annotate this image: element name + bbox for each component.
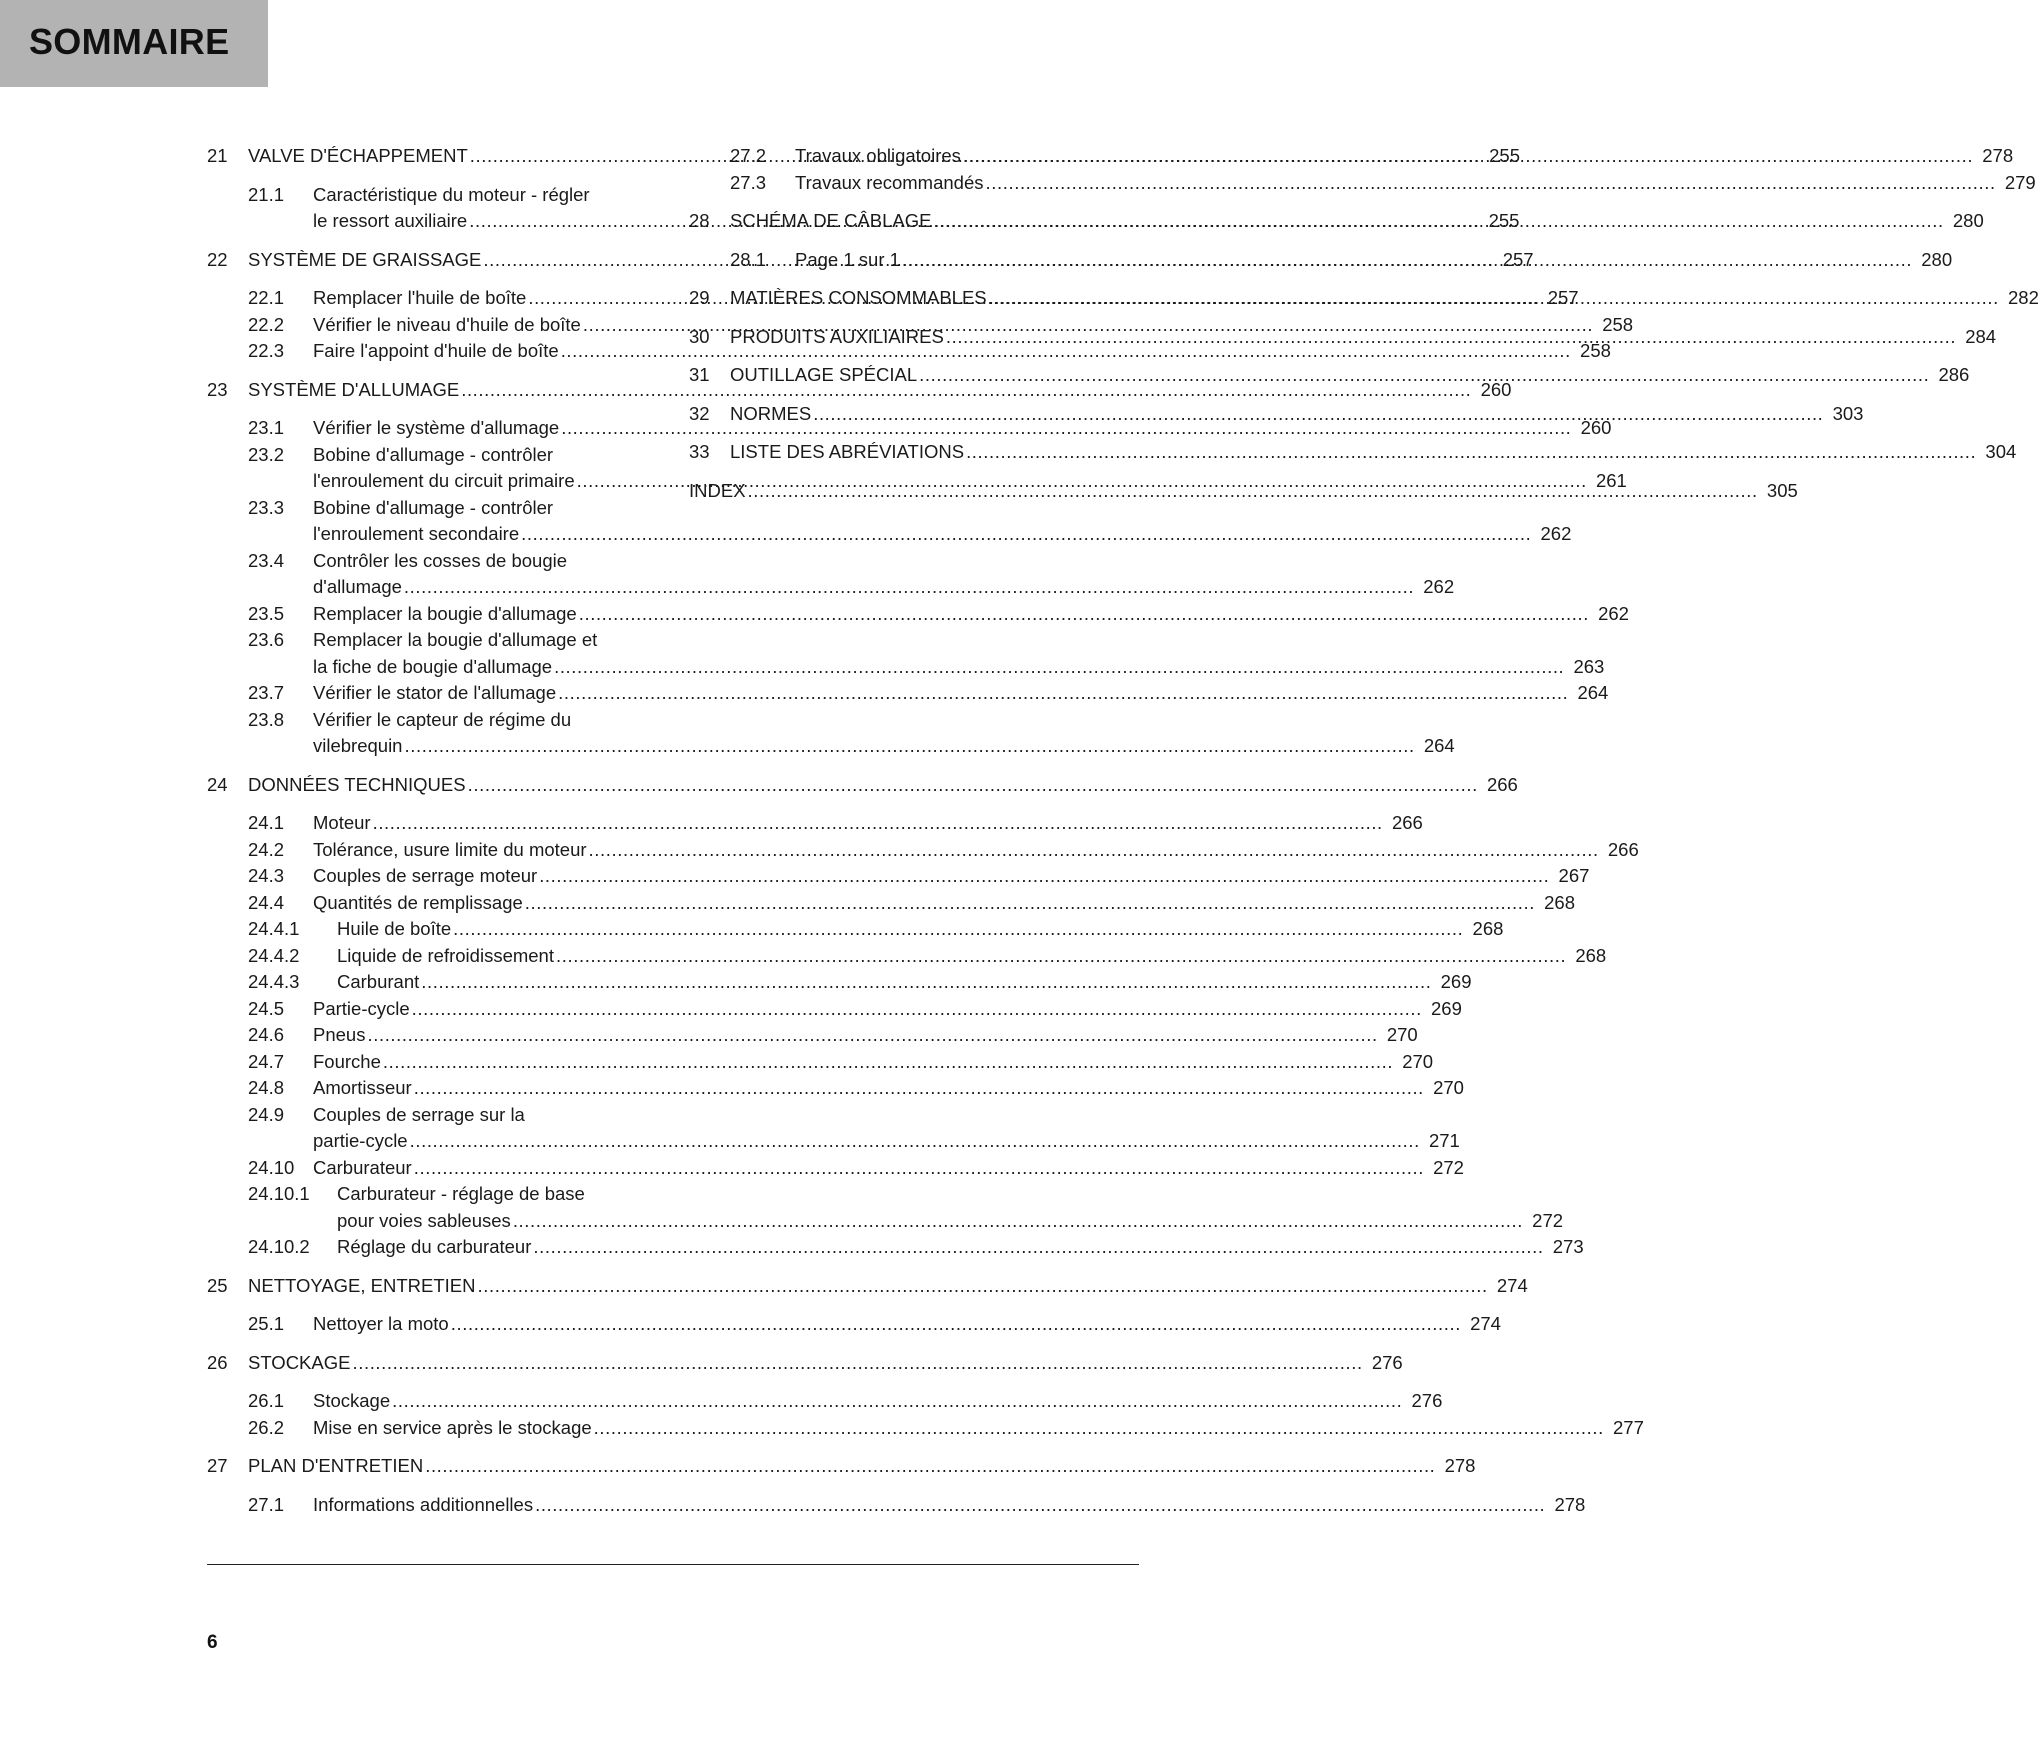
- toc-section[interactable]: [207, 1155, 1464, 1182]
- toc-section[interactable]: [207, 1181, 1564, 1234]
- toc-number: 23.3: [248, 496, 285, 518]
- toc-number: 32: [689, 402, 710, 424]
- toc-section[interactable]: [207, 996, 1462, 1023]
- toc-number: 23.8: [248, 708, 285, 730]
- toc-title: vilebrequin: [313, 735, 403, 756]
- toc-number: 22.3: [248, 340, 285, 361]
- dot-leader: [367, 1022, 1377, 1049]
- toc-page-number: 284: [1965, 325, 1997, 347]
- toc-section[interactable]: [207, 810, 1423, 837]
- toc-page-number: 269: [1440, 971, 1472, 992]
- dot-leader: [556, 943, 1566, 970]
- toc-page-number: 277: [1613, 1416, 1644, 1438]
- toc-page-number: 268: [1544, 891, 1576, 913]
- toc-section[interactable]: [207, 1075, 1464, 1102]
- dot-leader: [989, 285, 1999, 312]
- toc-number: 23.2: [248, 443, 285, 465]
- dot-leader: [373, 810, 1383, 837]
- toc-page-number: 258: [1580, 340, 1611, 361]
- dot-leader: [525, 890, 1535, 917]
- toc-page-number: 266: [1391, 812, 1423, 833]
- toc-section[interactable]: [207, 1022, 1418, 1049]
- toc-title: Informations additionnelles: [313, 1493, 534, 1515]
- toc-section[interactable]: [207, 890, 1576, 917]
- toc-number: 21: [207, 145, 228, 166]
- toc-page-number: 304: [1985, 441, 2017, 462]
- toc-title: d'allumage: [313, 576, 402, 597]
- dot-leader: [453, 916, 1463, 943]
- toc-page-number: 276: [1371, 1351, 1403, 1373]
- toc-page-number: 264: [1577, 682, 1609, 703]
- toc-title: MATIÈRES CONSOMMABLES: [730, 287, 987, 308]
- toc-title: LISTE DES ABRÉVIATIONS: [730, 441, 965, 462]
- toc-title: Carburateur: [313, 1156, 412, 1178]
- toc-number: 24.6: [248, 1024, 285, 1045]
- toc-chapter[interactable]: [207, 772, 1518, 799]
- toc-title: Partie-cycle: [313, 997, 410, 1019]
- toc-number: 22.1: [248, 287, 285, 308]
- toc-section[interactable]: [207, 1388, 1443, 1415]
- dot-leader: [748, 478, 1758, 505]
- toc-section[interactable]: [207, 1049, 1434, 1076]
- dot-leader: [410, 1128, 1420, 1155]
- dot-leader: [963, 143, 1973, 170]
- toc-number: 23.1: [248, 417, 285, 438]
- toc-page-number: 286: [1938, 364, 1970, 385]
- toc-number: 24.5: [248, 997, 285, 1019]
- toc-section[interactable]: [207, 837, 1639, 864]
- toc-title: Amortisseur: [313, 1077, 412, 1098]
- toc-section[interactable]: [689, 170, 2036, 197]
- toc-title: SCHÉMA DE CÂBLAGE: [730, 210, 932, 231]
- toc-number: 24.10.2: [248, 1236, 310, 1257]
- toc-page-number: 282: [2008, 287, 2039, 308]
- toc-page-number: 264: [1423, 735, 1455, 756]
- toc-title: le ressort auxiliaire: [313, 210, 468, 231]
- dot-leader: [533, 1234, 1543, 1261]
- toc-title: Contrôler les cosses de bougie: [313, 549, 568, 571]
- toc-title: Carburateur - réglage de base: [337, 1183, 585, 1204]
- toc-number: 27.2: [730, 145, 767, 166]
- toc-title: Couples de serrage moteur: [313, 865, 538, 886]
- toc-title: Liquide de refroidissement: [337, 944, 554, 966]
- toc-section[interactable]: [207, 1492, 1586, 1519]
- toc-page-number: 270: [1433, 1077, 1464, 1098]
- toc-title: SYSTÈME D'ALLUMAGE: [248, 378, 460, 400]
- toc-section[interactable]: [207, 495, 1572, 548]
- toc-page-number: 270: [1402, 1050, 1434, 1072]
- toc-number: 30: [689, 325, 710, 347]
- toc-section[interactable]: [207, 338, 1611, 365]
- toc-number: 24.3: [248, 865, 285, 886]
- toc-title: Vérifier le stator de l'allumage: [313, 682, 557, 703]
- dot-leader: [521, 521, 1531, 548]
- toc-title: NETTOYAGE, ENTRETIEN: [248, 1274, 476, 1296]
- toc-page-number: 280: [1921, 248, 1953, 270]
- toc-page-number: 260: [1580, 417, 1612, 438]
- dot-leader: [919, 362, 1929, 389]
- toc-page-number: 278: [1444, 1455, 1476, 1476]
- toc-section[interactable]: [207, 415, 1612, 442]
- dot-leader: [539, 863, 1549, 890]
- toc-number: 31: [689, 364, 710, 385]
- toc-number: 28: [689, 210, 710, 231]
- toc-title: Mise en service après le stockage: [313, 1416, 592, 1438]
- toc-page-number: 274: [1470, 1313, 1501, 1334]
- toc-section[interactable]: [207, 707, 1455, 760]
- toc-number: 21.1: [248, 183, 285, 205]
- toc-page-number: 255: [1489, 145, 1520, 166]
- toc-number: 27.3: [730, 171, 767, 193]
- toc-title: Remplacer l'huile de boîte: [313, 287, 527, 308]
- toc-title: Bobine d'allumage - contrôler: [313, 496, 554, 518]
- dot-leader: [478, 1273, 1488, 1300]
- toc-title: Pneus: [313, 1024, 366, 1045]
- toc-title: STOCKAGE: [248, 1351, 351, 1373]
- dot-leader: [425, 1453, 1435, 1480]
- dot-leader: [451, 1311, 1461, 1338]
- toc-title: Remplacer la bougie d'allumage et: [313, 629, 598, 650]
- toc-number: 23.5: [248, 602, 285, 624]
- toc-page-number: 279: [2004, 171, 2036, 193]
- toc-title: Travaux recommandés: [795, 171, 984, 193]
- toc-page-number: 260: [1480, 378, 1512, 400]
- toc-number: 24.4: [248, 891, 285, 913]
- toc-title: Stockage: [313, 1390, 391, 1411]
- toc-title: VALVE D'ÉCHAPPEMENT: [248, 145, 468, 166]
- toc-page-number: 280: [1952, 210, 1984, 231]
- toc-page-number: 303: [1832, 402, 1864, 424]
- dot-leader: [986, 170, 1996, 197]
- dot-leader: [966, 439, 1976, 466]
- toc-title: OUTILLAGE SPÉCIAL: [730, 364, 918, 385]
- dot-leader: [468, 772, 1478, 799]
- toc-page-number: 269: [1431, 997, 1462, 1019]
- toc-title: Tolérance, usure limite du moteur: [313, 838, 587, 860]
- toc-page-number: 272: [1532, 1209, 1564, 1231]
- toc-chapter[interactable]: [207, 1273, 1528, 1300]
- toc-title: Carburant: [337, 971, 420, 992]
- toc-title: Travaux obligatoires: [795, 145, 961, 166]
- toc-section[interactable]: [207, 863, 1590, 890]
- dot-leader: [589, 837, 1599, 864]
- toc-title: Couples de serrage sur la: [313, 1103, 525, 1125]
- toc-title: SYSTÈME DE GRAISSAGE: [248, 248, 482, 270]
- toc-number: 24.9: [248, 1103, 285, 1125]
- toc-section[interactable]: [207, 969, 1472, 996]
- toc-number: 33: [689, 441, 710, 462]
- toc-title: Page 1 sur 1: [795, 248, 900, 270]
- toc-page-number: 268: [1575, 944, 1607, 966]
- dot-leader: [412, 996, 1422, 1023]
- toc-page-number: 257: [1547, 287, 1579, 308]
- toc-page-number: 278: [1982, 145, 2014, 166]
- dot-leader: [813, 401, 1823, 428]
- toc-number: 28.1: [730, 248, 767, 270]
- toc-title: NORMES: [730, 402, 812, 424]
- toc-number: 24.8: [248, 1077, 285, 1098]
- toc-title: la fiche de bougie d'allumage: [313, 655, 553, 677]
- toc-number: 24.10.1: [248, 1183, 310, 1204]
- dot-leader: [352, 1350, 1362, 1377]
- toc-chapter[interactable]: [207, 1350, 1403, 1377]
- toc-number: 24.4.1: [248, 918, 300, 939]
- toc-number: 27: [207, 1455, 228, 1476]
- toc-section[interactable]: [207, 680, 1609, 707]
- dot-leader: [535, 1492, 1545, 1519]
- toc-number: 22: [207, 248, 228, 270]
- toc-number: 24.10: [248, 1156, 295, 1178]
- dot-leader: [383, 1049, 1393, 1076]
- toc-page-number: 257: [1502, 248, 1534, 270]
- toc-page-number: 274: [1496, 1274, 1528, 1296]
- toc-page-number: 266: [1607, 838, 1639, 860]
- toc-title: l'enroulement secondaire: [313, 523, 520, 544]
- toc-number: 23.6: [248, 629, 285, 650]
- page-title: SOMMAIRE: [29, 21, 230, 62]
- toc-page-number: 276: [1411, 1390, 1443, 1411]
- toc-number: 22.2: [248, 313, 285, 335]
- toc-chapter[interactable]: [689, 439, 2017, 466]
- toc-section[interactable]: [207, 943, 1607, 970]
- dot-leader: [558, 680, 1568, 707]
- toc-title: Quantités de remplissage: [313, 891, 523, 913]
- toc-page-number: 262: [1540, 523, 1572, 544]
- toc-title: Vérifier le capteur de régime du: [313, 708, 572, 730]
- toc-page-number: 266: [1486, 773, 1518, 795]
- toc-title: partie-cycle: [313, 1130, 408, 1151]
- toc-number: 24.1: [248, 812, 285, 833]
- toc-number: 23.4: [248, 549, 285, 571]
- toc-title: Caractéristique du moteur - régler: [313, 183, 590, 205]
- toc-title: Vérifier le niveau d'huile de boîte: [313, 313, 581, 335]
- toc-page-number: 270: [1386, 1024, 1418, 1045]
- toc-number: 23.7: [248, 682, 285, 703]
- toc-number: 27.1: [248, 1493, 285, 1515]
- toc-number: 24.7: [248, 1050, 285, 1072]
- footer-divider: [207, 1564, 1139, 1565]
- dot-leader: [934, 208, 1944, 235]
- toc-page-number: 268: [1472, 918, 1504, 939]
- dot-leader: [554, 654, 1564, 681]
- toc-number: 24.4.3: [248, 971, 300, 992]
- toc-title: INDEX: [689, 479, 746, 501]
- dot-leader: [414, 1155, 1424, 1182]
- dot-leader: [421, 969, 1431, 996]
- toc-title: Faire l'appoint d'huile de boîte: [313, 340, 559, 361]
- toc-page-number: 305: [1766, 479, 1798, 501]
- header-tab: [0, 0, 268, 87]
- toc-section[interactable]: [207, 601, 1629, 628]
- dot-leader: [594, 1415, 1604, 1442]
- toc-section[interactable]: [207, 1102, 1460, 1155]
- toc-section[interactable]: [207, 1415, 1644, 1442]
- toc-number: 26.2: [248, 1416, 285, 1438]
- toc-number: 26.1: [248, 1390, 285, 1411]
- toc-chapter[interactable]: [207, 1453, 1476, 1480]
- toc-title: Huile de boîte: [337, 918, 452, 939]
- toc-number: 24: [207, 773, 228, 795]
- toc-section[interactable]: [207, 1234, 1584, 1261]
- dot-leader: [414, 1075, 1424, 1102]
- dot-leader: [404, 574, 1414, 601]
- toc-page-number: 273: [1552, 1236, 1584, 1257]
- toc-title: DONNÉES TECHNIQUES: [248, 773, 466, 795]
- toc-page-number: 278: [1554, 1493, 1586, 1515]
- dot-leader: [579, 601, 1589, 628]
- page-number: 6: [207, 1632, 218, 1653]
- toc-title: PRODUITS AUXILIAIRES: [730, 325, 944, 347]
- toc-title: l'enroulement du circuit primaire: [313, 470, 575, 491]
- dot-leader: [902, 247, 1912, 274]
- toc-title: Bobine d'allumage - contrôler: [313, 443, 554, 465]
- toc-page-number: 272: [1433, 1156, 1464, 1178]
- toc-section[interactable]: [207, 548, 1455, 601]
- dot-leader: [404, 733, 1414, 760]
- dot-leader: [513, 1208, 1523, 1235]
- toc-title: PLAN D'ENTRETIEN: [248, 1455, 424, 1476]
- toc-number: 24.2: [248, 838, 285, 860]
- toc-page-number: 255: [1488, 210, 1520, 231]
- toc-number: 29: [689, 287, 710, 308]
- toc-title: Réglage du carburateur: [337, 1236, 532, 1257]
- toc-title: Nettoyer la moto: [313, 1313, 449, 1334]
- dot-leader: [946, 324, 1956, 351]
- toc-number: 25.1: [248, 1313, 285, 1334]
- toc-page-number: 258: [1602, 313, 1634, 335]
- toc-section[interactable]: [207, 627, 1605, 680]
- toc-section[interactable]: [207, 916, 1504, 943]
- toc-page-number: 261: [1595, 470, 1627, 491]
- toc-title: Moteur: [313, 812, 371, 833]
- toc-page-number: 262: [1423, 576, 1455, 597]
- toc-number: 26: [207, 1351, 228, 1373]
- toc-page-number: 263: [1573, 655, 1605, 677]
- toc-title: Vérifier le système d'allumage: [313, 417, 560, 438]
- toc-chapter[interactable]: [207, 377, 1512, 404]
- toc-page-number: 271: [1428, 1130, 1460, 1151]
- toc-page-number: 262: [1598, 602, 1629, 624]
- dot-leader: [392, 1388, 1402, 1415]
- toc-title: pour voies sableuses: [337, 1209, 511, 1231]
- toc-number: 25: [207, 1274, 228, 1296]
- toc-title: Fourche: [313, 1050, 381, 1072]
- toc-section[interactable]: [207, 1311, 1501, 1338]
- toc-page-number: 267: [1558, 865, 1590, 886]
- toc-number: 24.4.2: [248, 944, 300, 966]
- toc-title: Remplacer la bougie d'allumage: [313, 602, 577, 624]
- toc-number: 23: [207, 378, 228, 400]
